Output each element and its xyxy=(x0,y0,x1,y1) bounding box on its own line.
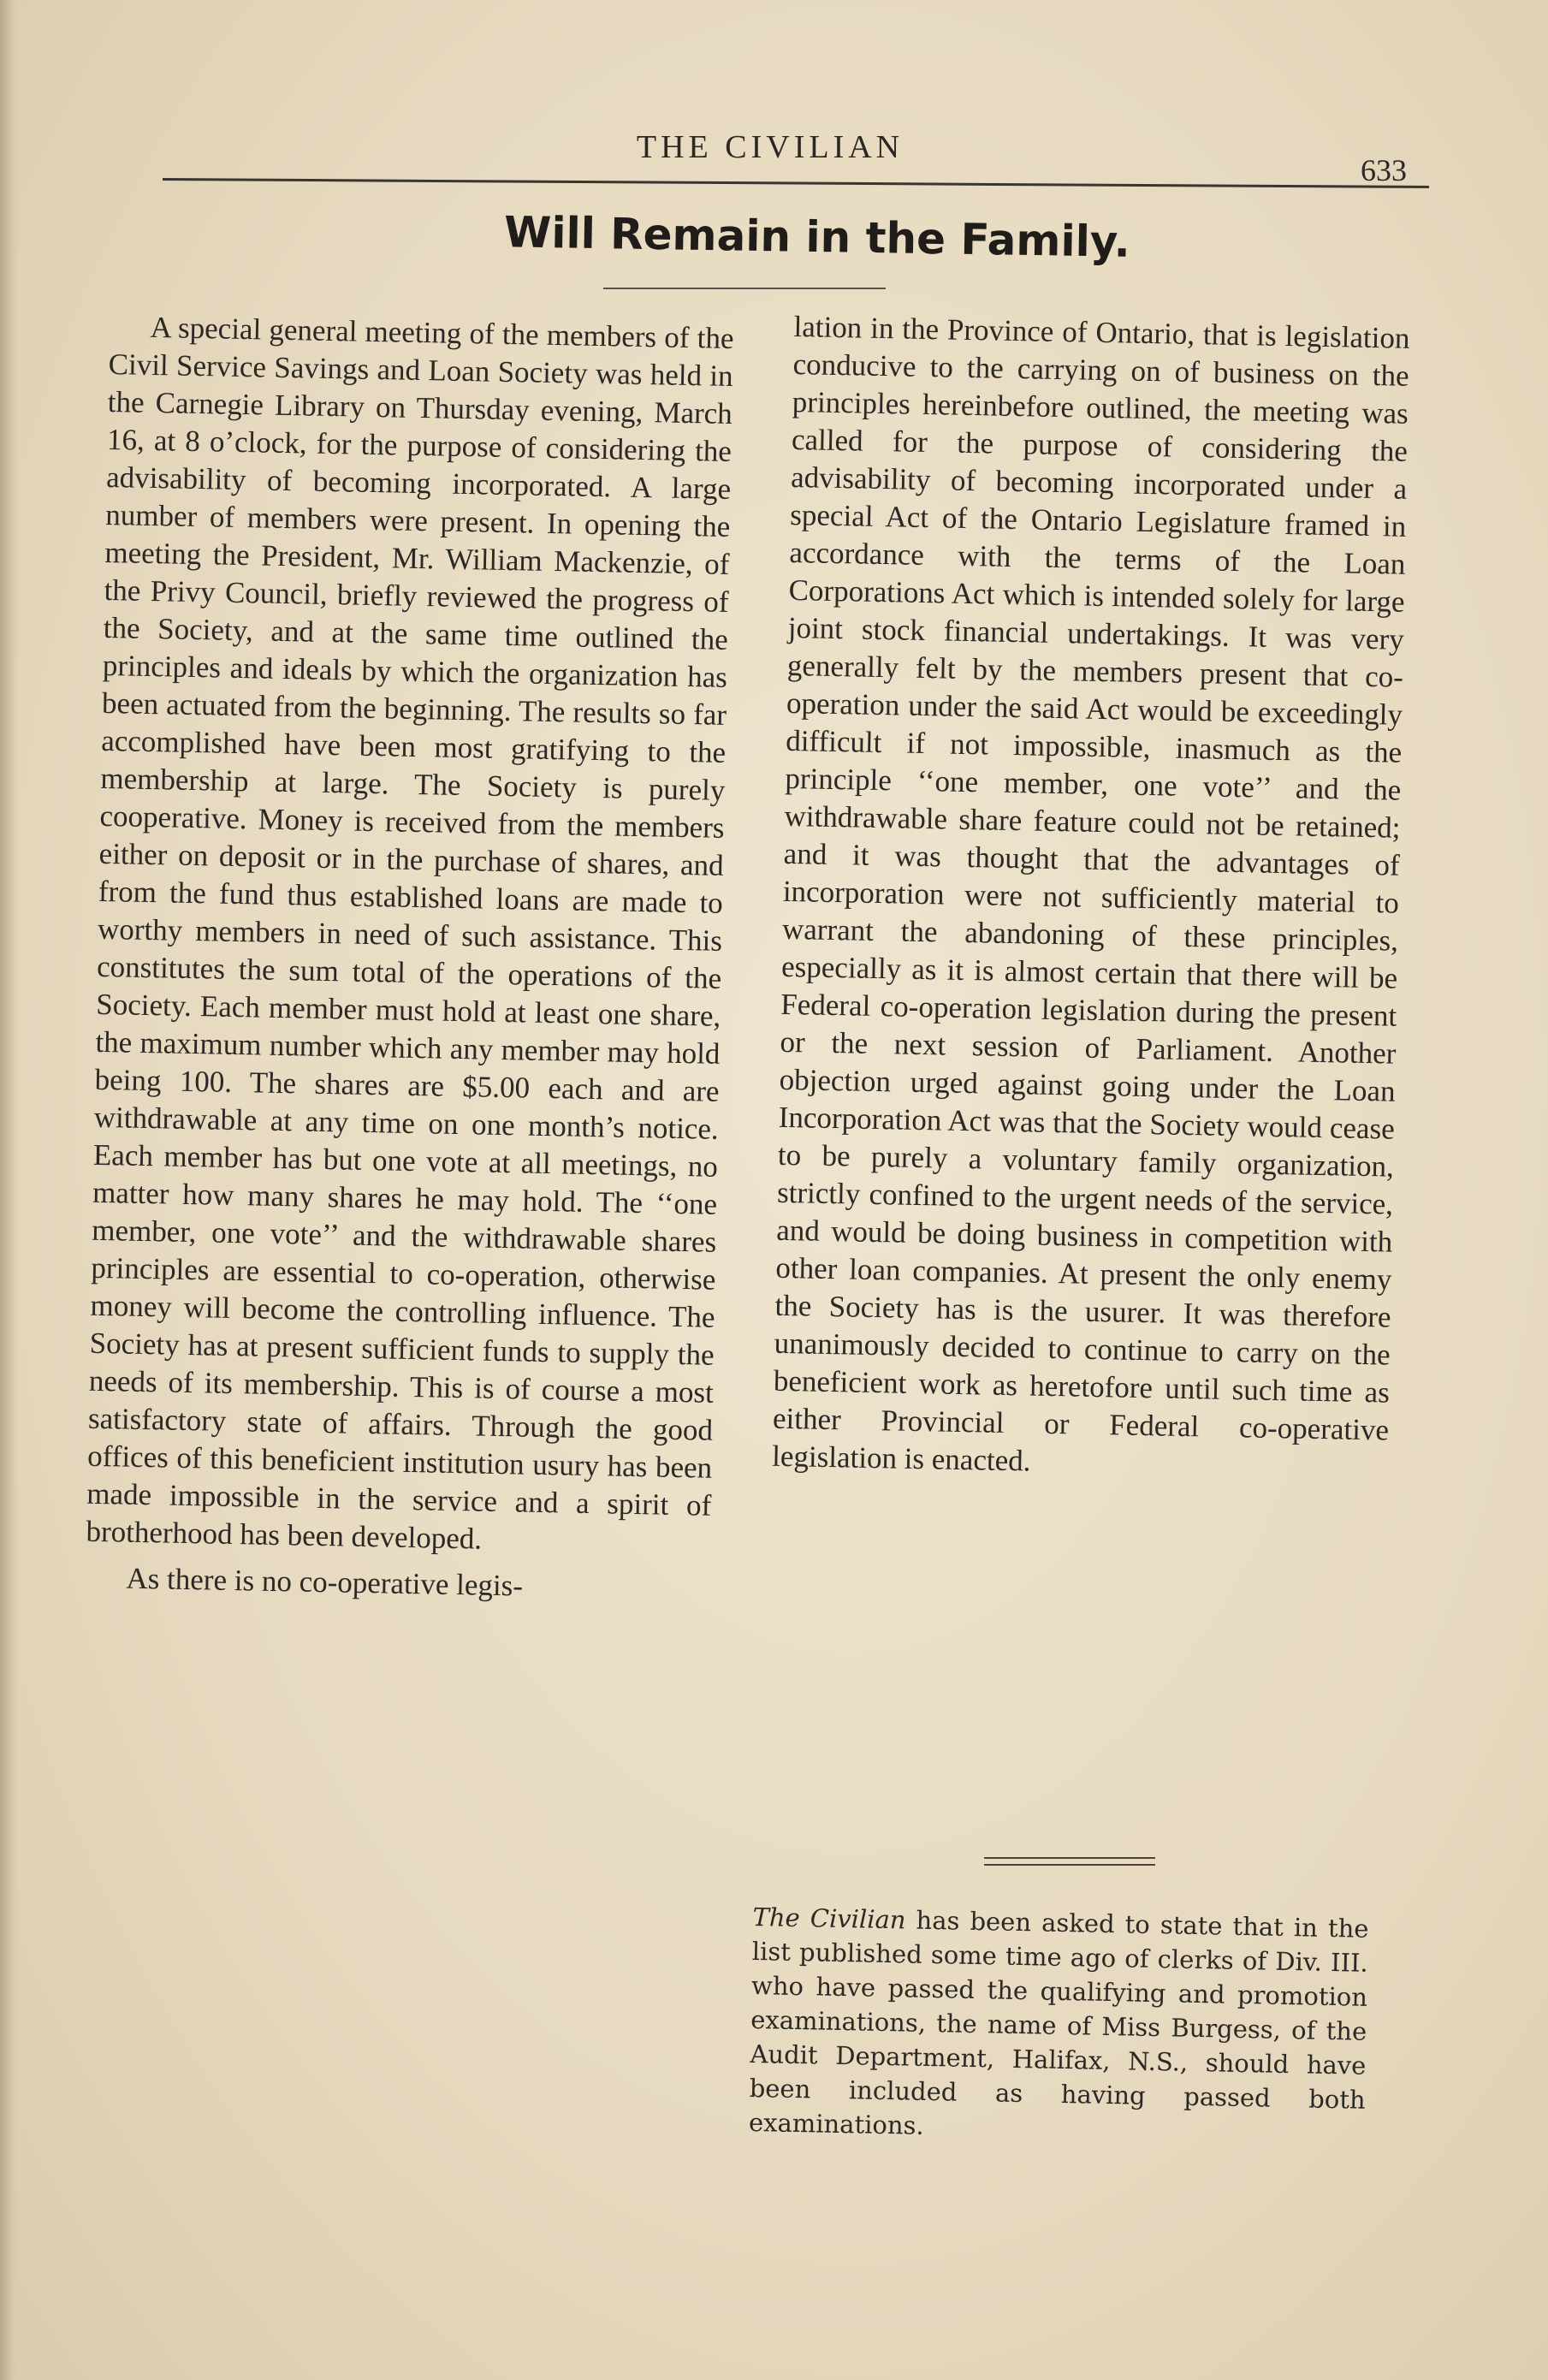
note-text: has been asked to state that in the list published some time ago of clerks of Div. III. who have passed the qualifying and promotion examinations, the name of Miss Burgess, of the Audit Department, Halifax, N.S., should have been included as having passed both examinations. xyxy=(748,1905,1369,2140)
left-paragraph-2: As there is no co-operative legis- xyxy=(126,1561,524,1603)
header-rule xyxy=(163,178,1429,188)
running-header: THE CIVILIAN xyxy=(636,129,904,165)
right-column xyxy=(772,308,1410,1487)
note-publication-name: The Civilian xyxy=(752,1902,906,1935)
section-divider xyxy=(984,1857,1155,1866)
right-paragraph-1: lation in the Province of Ontario, that is legislation conducive to the carrying on of business on the principles hereinbefore outlined, the meeting was called for the purpose of considering the advisability of becoming incorporated under a special Act of the Ontario Legislature framed in accordance with the terms of the Loan Corporations Act which is intended solely for large joint stock financial undertakings. It was very generally felt by the members present that co-operation under the said Act would be exceedingly difficult if not impossible, inasmuch as the principle ‘‘one member, one vote’’ and the withdrawable share feature could not be retained; and it was thought that the advantages of incorporation were not sufficiently material to warrant the abandoning of these principles, especially as it is almost certain that there will be Federal co-operation legislation during the present or the next session of Parliament. Another objection urged against going under the Loan Incorporation Act was that the Society would cease to be purely a voluntary family organization, strictly confined to the urgent needs of the service, and would be doing business in competition with other loan companies. At present the only enemy the Society has is the usurer. It was therefore unanimously decided to continue to carry on the beneficient work as heretofore until such time as either Provincial or Federal co-operative legislation is enacted. xyxy=(771,309,1410,1478)
page-edge xyxy=(0,0,19,2380)
left-column xyxy=(85,308,734,1609)
article-title: Will Remain in the Family. xyxy=(503,207,1131,267)
left-paragraph-1: A special general meeting of the members of the Civil Service Savings and Loan Society was held in the Carnegie Library on Thursday evening, March 16, at 8 o’clock, for the purpose of considering the advisability of becoming incorporated. A large number of members were present. In opening the meeting the President, Mr. William Mackenzie, of the Privy Council, briefly reviewed the progress of the Society, and at the same time outlined the principles and ideals by which the organization has been actuated from the beginning. The results so far accomplished have been most gratifying to the membership at large. The Society is purely cooperative. Money is received from the members either on deposit or in the purchase of shares, and from the fund thus established loans are made to worthy members in need of such assistance. This constitutes the sum total of the operations of the Society. Each member must hold at least one share, the maximum number which any member may hold being 100. The shares are $5.00 each and are withdrawable at any time on one month’s notice. Each member has but one vote at all meetings, no matter how many shares he may hold. The ‘‘one member, one vote’’ and the withdrawable shares principles are essential to co-operation, otherwise money will become the controlling influence. The Society has at present sufficient funds to supply the needs of its membership. This is of course a most satisfactory state of affairs. Through the good offices of this beneficient institution usury has been made impossible in the service and a spirit of brotherhood has been developed. xyxy=(86,310,734,1556)
editorial-note xyxy=(749,1900,1369,2151)
title-rule xyxy=(603,288,886,289)
page-number: 633 xyxy=(1361,153,1407,187)
